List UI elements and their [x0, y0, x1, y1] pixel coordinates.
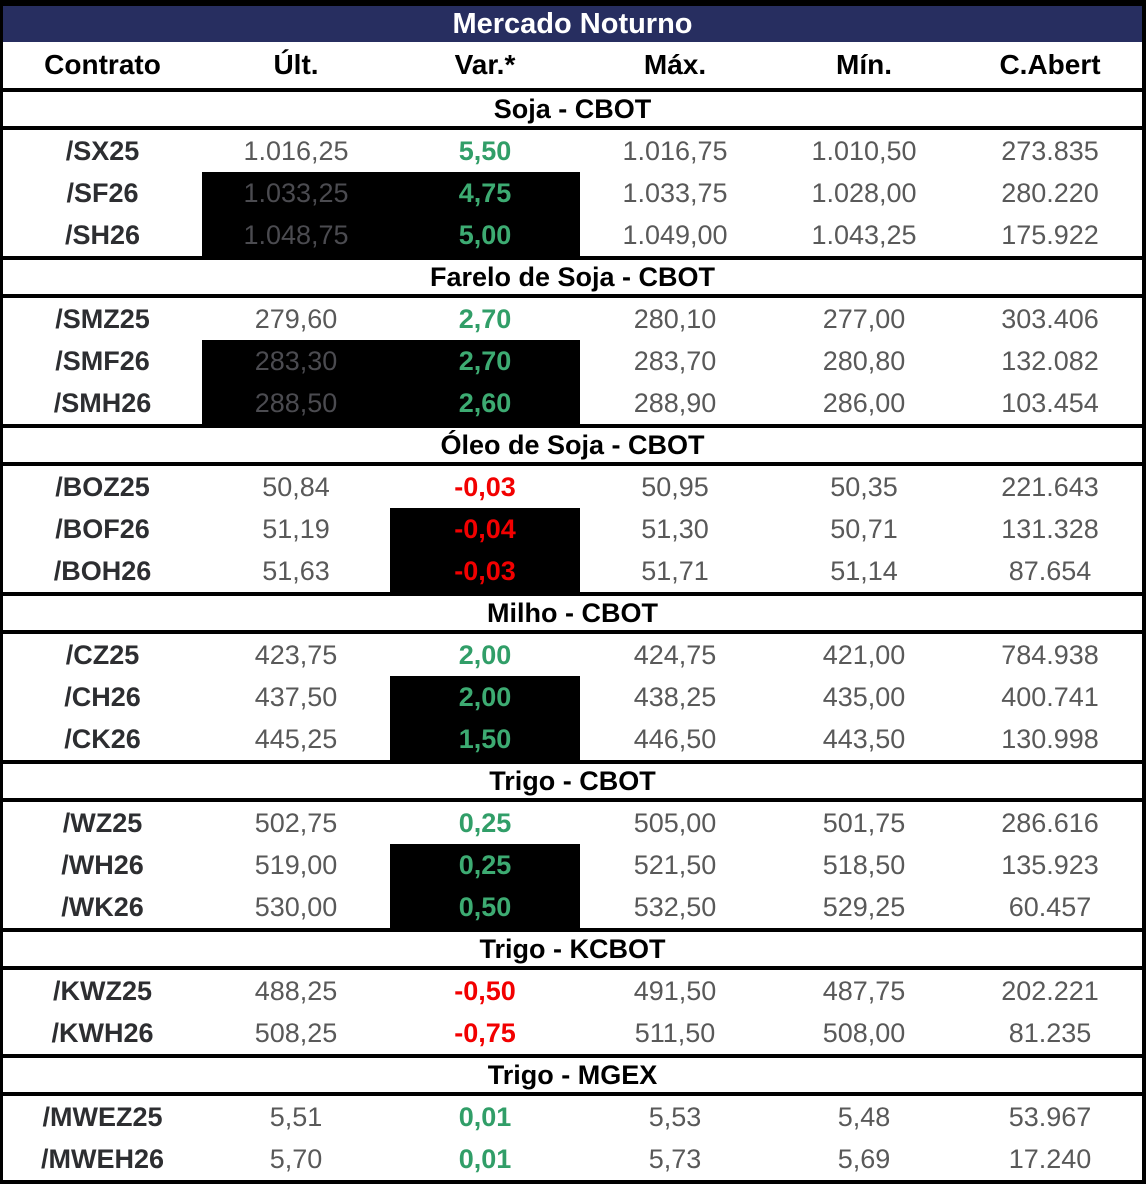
table-row [3, 466, 1142, 508]
low-cell: 286,00 [822, 387, 906, 418]
change-cell: 5,00 [390, 214, 580, 256]
change-cell: 0,25 [458, 807, 512, 838]
contract-cell: /CH26 [64, 681, 141, 712]
high-cell: 424,75 [633, 639, 717, 670]
section-header: Farelo de Soja - CBOT [3, 256, 1142, 298]
section-header: Milho - CBOT [3, 592, 1142, 634]
last-price-cell: 1.048,75 [202, 214, 390, 256]
open-interest-cell: 135.923 [1001, 849, 1099, 880]
change-cell: -0,75 [454, 1017, 516, 1048]
high-cell: 51,30 [641, 513, 709, 544]
low-cell: 50,35 [830, 471, 898, 502]
section-header: Soja - CBOT [3, 88, 1142, 130]
table-row [3, 214, 1142, 256]
high-cell: 1.016,75 [622, 135, 728, 166]
change-cell: 4,75 [390, 172, 580, 214]
low-cell: 1.010,50 [811, 135, 917, 166]
open-interest-cell: 280.220 [1001, 177, 1099, 208]
contract-cell: /WH26 [61, 849, 144, 880]
change-cell: -0,04 [390, 508, 580, 550]
change-cell: -0,03 [390, 550, 580, 592]
contract-cell: /MWEZ25 [42, 1101, 163, 1132]
table-row [3, 508, 1142, 550]
open-interest-cell: 17.240 [1008, 1143, 1092, 1174]
open-interest-cell: 130.998 [1001, 723, 1099, 754]
change-cell: 2,70 [390, 340, 580, 382]
change-cell: -0,03 [454, 471, 516, 502]
column-header-var: Var.* [454, 49, 516, 80]
change-cell: 1,50 [390, 718, 580, 760]
open-interest-cell: 87.654 [1008, 555, 1092, 586]
low-cell: 501,75 [822, 807, 906, 838]
open-interest-cell: 131.328 [1001, 513, 1099, 544]
contract-cell: /SMZ25 [55, 303, 150, 334]
low-cell: 508,00 [822, 1017, 906, 1048]
change-cell: 5,50 [458, 135, 512, 166]
contract-cell: /SMH26 [53, 387, 152, 418]
open-interest-cell: 303.406 [1001, 303, 1099, 334]
column-header-row [3, 42, 1142, 88]
high-cell: 491,50 [633, 975, 717, 1006]
table-row [3, 130, 1142, 172]
contract-cell: /CZ25 [65, 639, 140, 670]
table-title: Mercado Noturno [452, 7, 693, 40]
low-cell: 443,50 [822, 723, 906, 754]
open-interest-cell: 221.643 [1001, 471, 1099, 502]
change-cell: 2,00 [458, 639, 512, 670]
table-row [3, 802, 1142, 844]
low-cell: 280,80 [822, 345, 906, 376]
last-price-cell: 519,00 [254, 849, 338, 880]
last-price-cell: 423,75 [254, 639, 338, 670]
table-row [3, 634, 1142, 676]
table-row [3, 382, 1142, 424]
high-cell: 288,90 [633, 387, 717, 418]
table-row [3, 298, 1142, 340]
change-cell: -0,50 [454, 975, 516, 1006]
change-cell: 2,70 [458, 303, 512, 334]
low-cell: 5,69 [837, 1143, 891, 1174]
last-price-cell: 530,00 [254, 891, 338, 922]
last-price-cell: 445,25 [254, 723, 338, 754]
column-header-ult: Últ. [273, 49, 319, 80]
change-cell: 0,01 [458, 1143, 512, 1174]
table-row [3, 970, 1142, 1012]
table-row [3, 172, 1142, 214]
table-row [3, 550, 1142, 592]
low-cell: 1.028,00 [811, 177, 917, 208]
high-cell: 280,10 [633, 303, 717, 334]
table-row [3, 1096, 1142, 1138]
open-interest-cell: 286.616 [1001, 807, 1099, 838]
change-cell: 0,50 [390, 886, 580, 928]
open-interest-cell: 784.938 [1001, 639, 1099, 670]
last-price-cell: 5,51 [269, 1101, 323, 1132]
table-row [3, 844, 1142, 886]
open-interest-cell: 132.082 [1001, 345, 1099, 376]
last-price-cell: 279,60 [254, 303, 338, 334]
open-interest-cell: 53.967 [1008, 1101, 1092, 1132]
open-interest-cell: 60.457 [1008, 891, 1092, 922]
contract-cell: /KWZ25 [52, 975, 152, 1006]
last-price-cell: 502,75 [254, 807, 338, 838]
high-cell: 5,73 [648, 1143, 702, 1174]
last-price-cell: 50,84 [262, 471, 330, 502]
column-header-max: Máx. [643, 49, 707, 80]
change-cell: 0,25 [390, 844, 580, 886]
table-row [3, 676, 1142, 718]
last-price-cell: 437,50 [254, 681, 338, 712]
section-header: Óleo de Soja - CBOT [3, 424, 1142, 466]
last-price-cell: 283,30 [202, 340, 390, 382]
open-interest-cell: 81.235 [1008, 1017, 1092, 1048]
low-cell: 50,71 [830, 513, 898, 544]
column-header-min: Mín. [836, 49, 892, 80]
table-row [3, 886, 1142, 928]
low-cell: 518,50 [822, 849, 906, 880]
contract-cell: /BOH26 [53, 555, 152, 586]
high-cell: 532,50 [633, 891, 717, 922]
contract-cell: /CK26 [64, 723, 141, 754]
contract-cell: /SX25 [65, 135, 140, 166]
last-price-cell: 1.033,25 [202, 172, 390, 214]
contract-cell: /WK26 [61, 891, 144, 922]
high-cell: 50,95 [641, 471, 709, 502]
high-cell: 1.049,00 [622, 219, 728, 250]
low-cell: 1.043,25 [811, 219, 917, 250]
change-cell: 2,60 [390, 382, 580, 424]
contract-cell: /SH26 [64, 219, 141, 250]
low-cell: 421,00 [822, 639, 906, 670]
open-interest-cell: 400.741 [1001, 681, 1099, 712]
last-price-cell: 488,25 [254, 975, 338, 1006]
high-cell: 5,53 [648, 1101, 702, 1132]
table-row [3, 340, 1142, 382]
open-interest-cell: 175.922 [1001, 219, 1099, 250]
last-price-cell: 1.016,25 [243, 135, 349, 166]
column-header-cabert: C.Abert [999, 49, 1101, 80]
contract-cell: /BOZ25 [55, 471, 150, 502]
open-interest-cell: 202.221 [1001, 975, 1099, 1006]
column-header-contrato: Contrato [44, 49, 161, 80]
low-cell: 529,25 [822, 891, 906, 922]
high-cell: 446,50 [633, 723, 717, 754]
high-cell: 51,71 [641, 555, 709, 586]
table-row [3, 1138, 1142, 1180]
contract-cell: /MWEH26 [40, 1143, 165, 1174]
low-cell: 435,00 [822, 681, 906, 712]
contract-cell: /SMF26 [55, 345, 150, 376]
last-price-cell: 51,19 [262, 513, 330, 544]
high-cell: 511,50 [634, 1017, 716, 1048]
contract-cell: /KWH26 [51, 1017, 154, 1048]
contract-cell: /SF26 [66, 177, 139, 208]
last-price-cell: 51,63 [262, 555, 330, 586]
table-row [3, 1012, 1142, 1054]
high-cell: 283,70 [633, 345, 717, 376]
section-header: Trigo - CBOT [3, 760, 1142, 802]
section-header: Trigo - MGEX [3, 1054, 1142, 1096]
high-cell: 521,50 [633, 849, 717, 880]
table-row [3, 718, 1142, 760]
open-interest-cell: 103.454 [1001, 387, 1099, 418]
low-cell: 487,75 [822, 975, 906, 1006]
table-body [3, 88, 1142, 1180]
low-cell: 277,00 [822, 303, 906, 334]
section-header: Trigo - KCBOT [3, 928, 1142, 970]
high-cell: 505,00 [633, 807, 717, 838]
last-price-cell: 288,50 [202, 382, 390, 424]
low-cell: 5,48 [837, 1101, 891, 1132]
last-price-cell: 5,70 [269, 1143, 323, 1174]
change-cell: 2,00 [390, 676, 580, 718]
high-cell: 438,25 [633, 681, 717, 712]
high-cell: 1.033,75 [622, 177, 728, 208]
last-price-cell: 508,25 [254, 1017, 338, 1048]
open-interest-cell: 273.835 [1001, 135, 1099, 166]
contract-cell: /WZ25 [62, 807, 143, 838]
contract-cell: /BOF26 [55, 513, 150, 544]
low-cell: 51,14 [830, 555, 898, 586]
table-title-bar [3, 6, 1142, 42]
change-cell: 0,01 [458, 1101, 512, 1132]
